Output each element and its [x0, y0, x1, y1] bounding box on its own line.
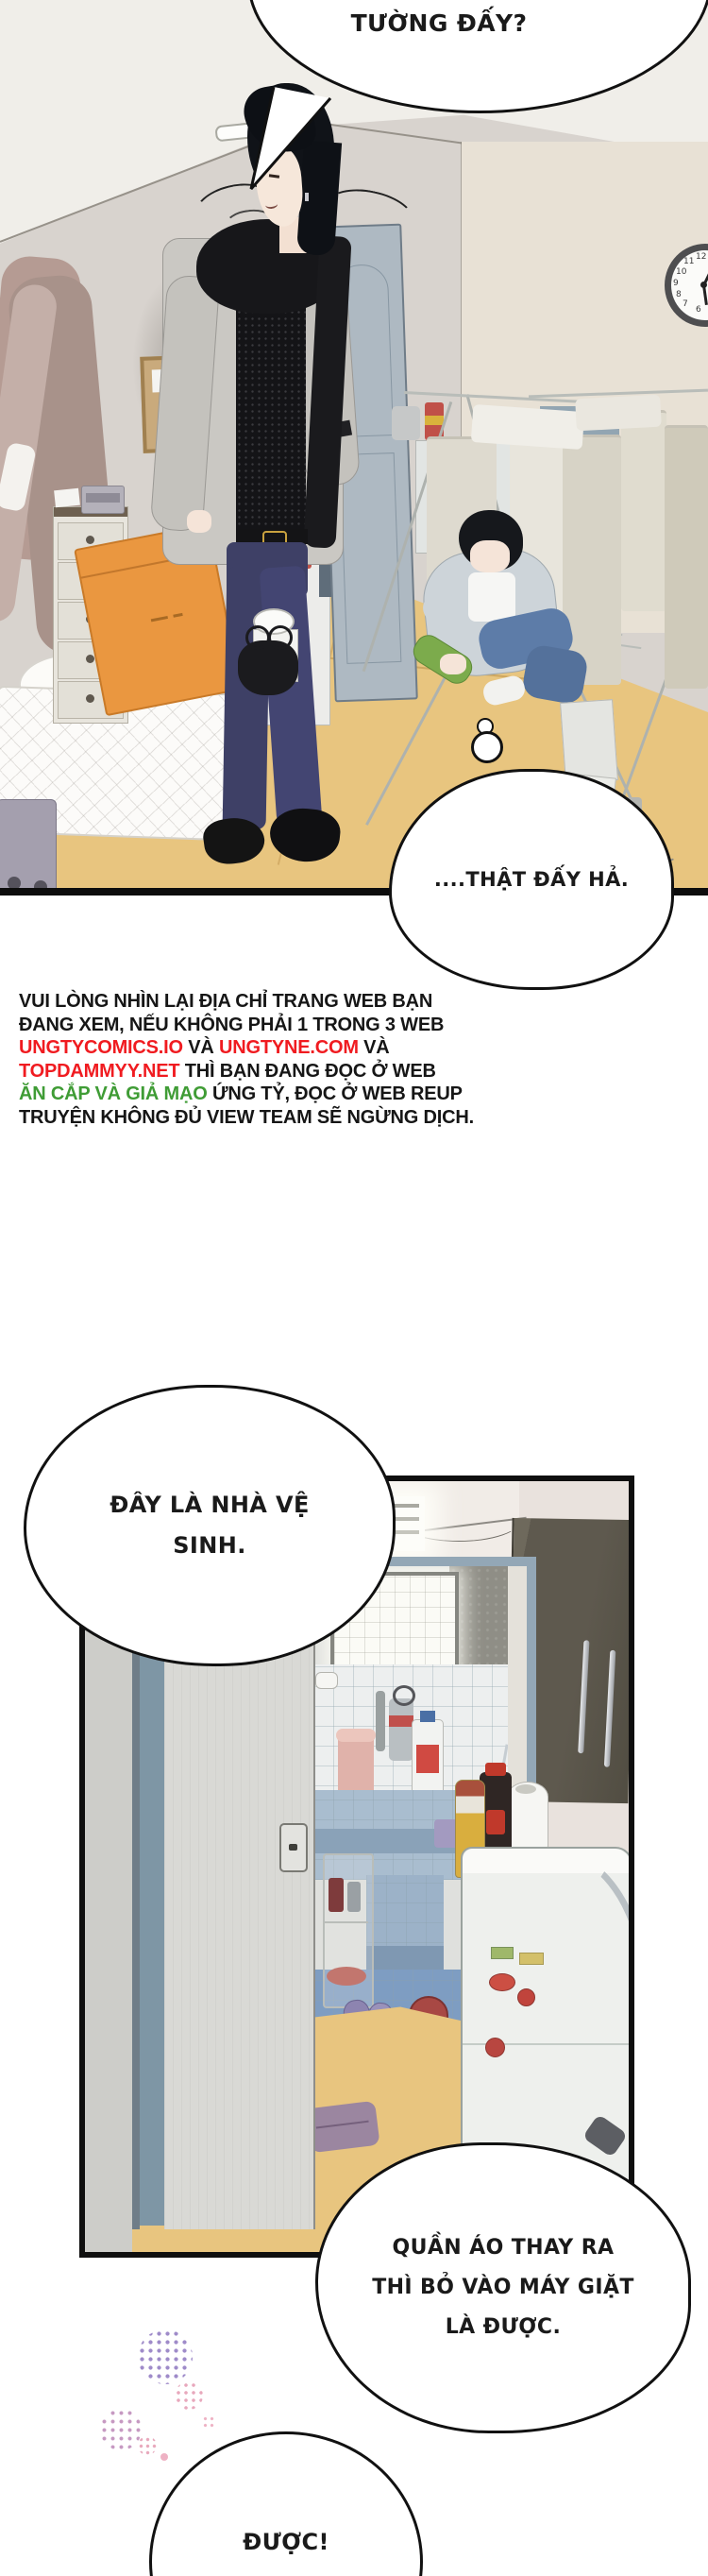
paper-sheet — [54, 488, 80, 508]
bag-handle — [245, 625, 270, 650]
halftone-dots-pink-tiny — [202, 2415, 216, 2430]
speech-text-line: QUẦN ÁO THAY RA — [392, 2235, 615, 2260]
halftone-dots-pink — [175, 2381, 203, 2410]
speech-bubble-toilet — [24, 1385, 396, 1666]
clock-number: 6 — [696, 305, 701, 315]
crouching-man-face — [470, 540, 510, 572]
thought-bubble — [389, 769, 674, 990]
clock-number: 7 — [683, 299, 688, 309]
towel — [621, 410, 666, 611]
panel-room-scene — [0, 0, 708, 896]
wardrobe-handle — [578, 1640, 589, 1753]
bag-handle — [268, 625, 293, 650]
machine-label — [491, 1947, 514, 1959]
halftone-dots-pink-small — [138, 2436, 157, 2455]
toilet-paper-roll — [315, 1672, 338, 1689]
speech-text-line: SINH. — [173, 1532, 246, 1559]
crouching-man-shirt — [468, 572, 515, 622]
black-bag — [238, 640, 298, 695]
purple-towel — [306, 2101, 379, 2154]
halftone-dots-mauve — [100, 2409, 142, 2450]
machine-button — [517, 1988, 535, 2006]
speech-bubble-tail — [238, 83, 342, 195]
cassette-player — [81, 486, 125, 514]
machine-button — [489, 1973, 515, 1991]
door-lock-plate — [279, 1823, 308, 1872]
towel-folded — [575, 395, 662, 432]
notice-line: TRUYỆN KHÔNG ĐỦ VIEW TEAM SẼ NGỪNG DỊCH. — [19, 1106, 474, 1128]
clock-number: 9 — [673, 279, 679, 288]
clock-number: 12 — [696, 252, 707, 262]
towel-folded — [471, 404, 585, 450]
thought-text: ....THẬT ĐẤY HẢ. — [433, 867, 630, 891]
clock-center — [700, 281, 707, 288]
machine-button — [485, 2038, 505, 2057]
clock-number: 8 — [676, 290, 682, 299]
notice-line: ĐANG XEM, NẾU KHÔNG PHẢI 1 TRONG 3 WEB — [19, 1014, 445, 1035]
shelf-rack — [323, 1853, 374, 2008]
notice-line: VUI LÒNG NHÌN LẠI ĐỊA CHỈ TRANG WEB BẠN — [19, 991, 433, 1012]
crouching-man-hand — [440, 654, 466, 674]
towel — [665, 425, 708, 689]
speech-text-line: THÌ BỎ VÀO MÁY GIẶT — [372, 2275, 634, 2299]
toilet-brush — [376, 1691, 385, 1751]
spray-bottle — [389, 1698, 413, 1761]
clock-number: 10 — [676, 267, 687, 277]
cart-wheel — [34, 880, 47, 894]
speech-text-ok: ĐƯỢC! — [243, 2529, 329, 2555]
notice-text — [19, 990, 529, 1130]
clock-number: 11 — [683, 257, 695, 266]
hand-holding-bag — [187, 510, 211, 533]
speech-bubble-ok — [149, 2431, 423, 2576]
speech-bubble-laundry — [315, 2142, 691, 2433]
notice-line: ĂN CẮP VÀ GIẢ MẠO ỨNG TỶ, ĐỌC Ở WEB REUP — [19, 1083, 463, 1105]
speech-text-top: TƯỜNG ĐẤY? — [350, 9, 528, 37]
halftone-dot-single — [160, 2453, 168, 2461]
wardrobe-handle — [604, 1650, 615, 1767]
notice-line: TOPDAMMYY.NET THÌ BẠN ĐANG ĐỌC Ở WEB — [19, 1060, 436, 1082]
notice-line: UNGTYCOMICS.IO VÀ UNGTYNE.COM VÀ — [19, 1037, 390, 1059]
towel — [563, 435, 621, 685]
thought-trail-dot — [471, 731, 503, 763]
cart-wheel — [8, 877, 21, 890]
speech-text-line: ĐÂY LÀ NHÀ VỆ — [110, 1491, 310, 1518]
speech-text-line: LÀ ĐƯỢC. — [445, 2315, 562, 2340]
kettle — [392, 406, 420, 440]
halftone-dots-purple — [138, 2329, 193, 2384]
